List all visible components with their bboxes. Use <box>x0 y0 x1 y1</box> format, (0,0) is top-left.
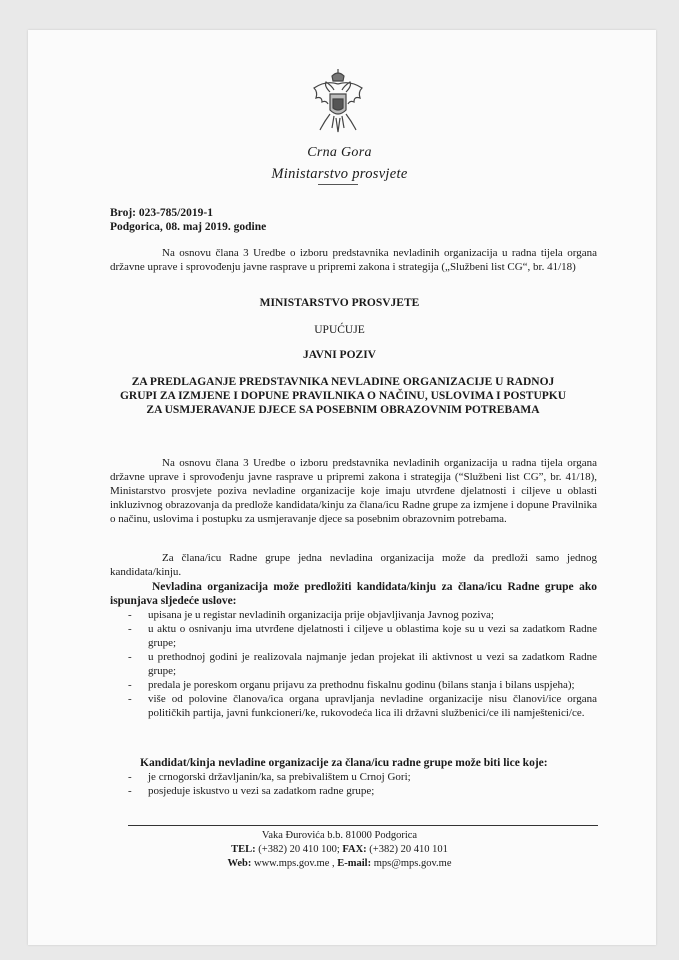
conditions-heading: Nevladina organizacija može predložiti kandidata/kinju za člana/icu Radne grupe ako ispunjava sljedeće uslove: <box>110 581 597 607</box>
web-label: Web: <box>227 858 252 869</box>
footer-phone-fax <box>0 844 679 855</box>
list-item: - više od polovine članova/ica organa upravljanja nevladine organizacije nisu članovi/ice organa političkih partija, javni funkcioneri/ke, rukovodeća lica ili državni službenici/ce ili namještenici/ce. <box>148 692 597 720</box>
coat-of-arms-icon <box>308 68 368 136</box>
body-paragraph: Na osnovu člana 3 Uredbe o izboru predstavnika nevladinih organizacija u radna tijela organa državne uprave i sprovođenju javne rasprave u pripremi zakona i strategija (“Službeni list CG”, br. 41/18), Ministarstvo prosvjete poziva nevladine organizacije koje imaju utvrđene djelatnosti i ciljeve u oblasti inkluzivnog obrazovanja da predlože kandidata/kinju za člana/icu Radne grupe za izmjene i dopune Pravilnika o načinu, uslovima i postupku za usmjeravanje djece sa posebnim obrazovnim potrebama. <box>110 457 597 525</box>
fax-value: (+382) 20 410 101 <box>369 844 448 855</box>
email-link[interactable]: mps@mps.gov.me <box>373 858 452 869</box>
intro-paragraph: Na osnovu člana 3 Uredbe o izboru predstavnika nevladinih organizacija u radna tijela organa državne uprave i sprovođenju javne rasprave u pripremi zakona i strategija („Službeni list CG“, br. 41/18) <box>110 247 597 273</box>
call-title: JAVNI POZIV <box>303 349 376 361</box>
footer-web-email <box>0 858 679 869</box>
list-item: - upisana je u registar nevladinih organizacija prije objavljivanja Javnog poziva; <box>148 608 597 622</box>
footer-divider <box>128 825 598 826</box>
issuer-title: MINISTARSTVO PROSVJETE <box>259 297 420 309</box>
list-item: - je crnogorski državljanin/ka, sa prebivalištem u Crnoj Gori; <box>148 770 597 784</box>
document-number: Broj: 023-785/2019-1 <box>110 207 213 219</box>
single-candidate-paragraph: Za člana/icu Radne grupe jedna nevladina organizacija može da predloži samo jednog kandidata/kinju. <box>110 552 597 578</box>
tel-value: (+382) 20 410 100; <box>258 844 340 855</box>
list-item: - u aktu o osnivanju ima utvrđene djelatnosti i ciljeve u oblastima koje su u vezi sa zadatkom Radne grupe; <box>148 622 597 650</box>
footer-address: Vaka Đurovića b.b. 81000 Podgorica <box>261 830 418 841</box>
header-divider <box>318 184 358 185</box>
document-date: Podgorica, 08. maj 2019. godine <box>110 221 267 233</box>
candidate-heading: Kandidat/kinja nevladine organizacije za člana/icu radne grupe može biti lice koje: <box>140 757 548 769</box>
country-name: Crna Gora <box>307 145 372 160</box>
list-item: - predala je poreskom organu prijavu za prethodnu fiskalnu godinu (bilans stanja i bilans uspjeha); <box>148 678 597 692</box>
conditions-list <box>148 608 597 720</box>
email-label: E-mail: <box>337 858 372 869</box>
ministry-name: Ministarstvo prosvjete <box>271 166 408 182</box>
subject-title: ZA PREDLAGANJE PREDSTAVNIKA NEVLADINE ORGANIZACIJE U RADNOJ GRUPI ZA IZMJENE I DOPUNE PRAVILNIKA O NAČINU, USLOVIMA I POSTUPKU ZA USMJERAVANJE DJECE SA POSEBNIM OBRAZOVNIM POTREBAMA <box>119 376 567 416</box>
candidate-conditions-list <box>148 770 597 798</box>
list-item: - posjeduje iskustvo u vezi sa zadatkom radne grupe; <box>148 784 597 798</box>
list-item: - u prethodnoj godini je realizovala najmanje jedan projekat ili aktivnost u vezi sa zadatkom Radne grupe; <box>148 650 597 678</box>
tel-label: TEL: <box>231 844 256 855</box>
fax-label: FAX: <box>342 844 367 855</box>
web-link[interactable]: www.mps.gov.me , <box>254 858 335 869</box>
verb-title: UPUĆUJE <box>314 324 365 336</box>
